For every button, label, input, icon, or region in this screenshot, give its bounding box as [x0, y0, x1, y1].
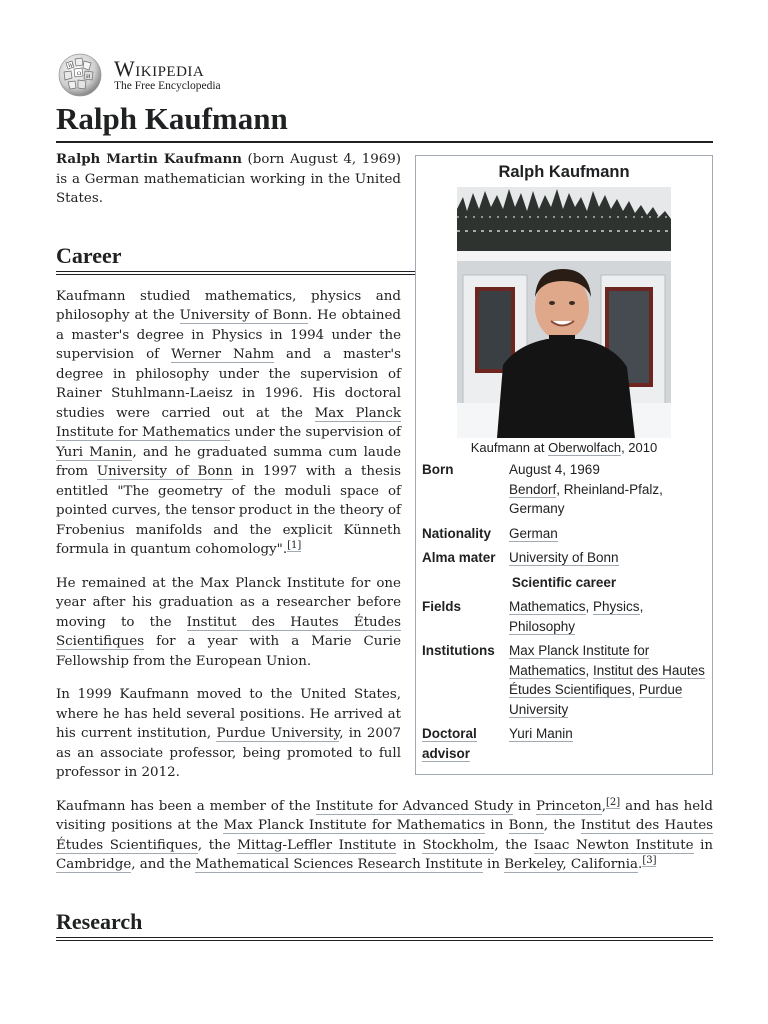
text: Kaufmann has been a member of the: [56, 798, 316, 814]
link-philosophy[interactable]: Philosophy: [509, 618, 576, 634]
photo-caption: [422, 440, 706, 455]
text: , the: [543, 818, 581, 834]
link-werner-nahm[interactable]: Werner Nahm: [171, 347, 275, 363]
text: and has held visiting positions at the: [56, 798, 713, 834]
link-institute-for-advanced-study[interactable]: Institute for Advanced Study: [315, 798, 514, 814]
text: , in 2007 as an associate professor, being promoted to full professor in 2012.: [56, 726, 401, 781]
section-heading-career: Career: [56, 243, 713, 275]
text: In 1999 Kaufmann moved to the United States, where he has held several positions. He arrived at his current institution,: [56, 687, 401, 742]
link-university-of-bonn[interactable]: University of Bonn: [179, 308, 308, 324]
alma-mater-label: Alma mater: [422, 550, 496, 566]
wikipedia-globe-icon: [56, 53, 104, 97]
link-university-of-bonn[interactable]: University of Bonn: [96, 464, 233, 480]
born-value: [509, 460, 706, 519]
nationality-value: [509, 524, 706, 544]
text: , and the: [131, 857, 196, 873]
link-bendorf[interactable]: Bendorf: [509, 481, 557, 497]
text: under the supervision of: [230, 425, 401, 441]
doctoral-advisor-value: [509, 724, 706, 763]
wordmark-subtitle: The Free Encyclopedia: [114, 79, 221, 92]
separator: ,: [639, 599, 644, 615]
separator: ,: [631, 682, 639, 698]
infobox-row-fields: [422, 597, 706, 636]
caption-year: , 2010: [621, 440, 658, 456]
alma-mater-value: [509, 548, 706, 568]
link-yuri-manin[interactable]: Yuri Manin: [56, 444, 133, 460]
born-date: August 4, 1969: [509, 462, 600, 478]
wikipedia-logo[interactable]: [56, 52, 713, 98]
career-paragraph-4: [56, 797, 713, 875]
link-physics[interactable]: Physics: [593, 599, 640, 615]
infobox-row-nationality: [422, 524, 706, 544]
link-berkeley-california[interactable]: Berkeley, California: [504, 857, 639, 873]
infobox-row-institutions: [422, 641, 706, 719]
text: in: [485, 818, 509, 834]
svg-text:W: W: [68, 63, 74, 69]
link-bonn[interactable]: Bonn: [508, 818, 544, 834]
portrait-photo: [457, 187, 671, 438]
link-ihes[interactable]: Institut des Hautes Études Scientifiques: [56, 614, 401, 650]
infobox-row-doctoral-advisor: [422, 724, 706, 763]
text: Kaufmann studied mathematics, physics and philosophy at the: [56, 288, 401, 324]
svg-text:И: И: [86, 74, 91, 80]
wordmark-title: Wikipedia: [114, 55, 205, 81]
text: ,: [601, 798, 607, 814]
text: and a master's degree in philosophy under the supervision of Rainer Stuhlmann-Laeisz in 1996. His doctoral studies were carried out at the: [56, 347, 401, 421]
separator: ,: [585, 599, 594, 615]
link-max-planck-institute[interactable]: Max Planck Institute for Mathematics: [56, 405, 401, 441]
link-yuri-manin[interactable]: Yuri Manin: [509, 726, 573, 742]
link-cambridge[interactable]: Cambridge: [56, 857, 132, 873]
institutions-label: Institutions: [422, 643, 495, 659]
reference-3[interactable]: [3]: [642, 855, 657, 867]
section-heading-research: Research: [56, 909, 713, 941]
intro-text: (born August 4, 1969) is a German mathematician working in the United States.: [56, 152, 402, 207]
link-german[interactable]: German: [509, 525, 558, 541]
fields-label: Fields: [422, 599, 462, 615]
infobox-row-alma-mater: [422, 548, 706, 568]
reference-2[interactable]: [2]: [606, 796, 621, 808]
separator: ,: [585, 662, 594, 678]
link-isaac-newton-institute[interactable]: Isaac Newton Institute: [533, 837, 694, 853]
link-stockholm[interactable]: Stockholm: [422, 837, 495, 853]
link-ihes[interactable]: Institut des Hautes Études Scientifiques: [56, 818, 714, 853]
fields-value: [509, 597, 706, 636]
link-purdue-university[interactable]: Purdue University: [509, 682, 683, 717]
link-max-planck-institute[interactable]: Max Planck Institute for Mathematics: [223, 818, 486, 834]
text: for a year with a Marie Curie Fellowship from the European Union.: [56, 634, 401, 669]
subject-name: Ralph Martin Kaufmann: [56, 151, 242, 168]
reference-1[interactable]: [1]: [287, 540, 302, 552]
caption-link-oberwolfach[interactable]: Oberwolfach: [548, 440, 622, 456]
born-place-rest: , Rheinland-Pfalz, Germany: [509, 481, 663, 517]
text: in: [693, 837, 714, 853]
link-university-of-bonn[interactable]: University of Bonn: [509, 550, 619, 566]
infobox-row-born: [422, 460, 706, 519]
caption-text: Kaufmann at: [470, 440, 549, 456]
text: , the: [197, 837, 238, 853]
link-max-planck-institute[interactable]: Max Planck Institute for Mathematics: [509, 643, 650, 678]
institutions-value: [509, 641, 706, 719]
text: He remained at the Max Planck Institute for one year after his graduation as a researcher before moving to the: [56, 575, 401, 630]
text: in: [513, 798, 536, 814]
page-title: Ralph Kaufmann: [56, 102, 713, 143]
doctoral-advisor-label[interactable]: [422, 724, 509, 763]
infobox: [415, 155, 713, 775]
text: in 1997 with a thesis entitled "The geometry of the moduli space of pointed curves, the tensor product in the theory of Frobenius manifolds and the explicit Künneth formula in quantum cohomology".: [56, 464, 401, 558]
wordmark: [114, 55, 221, 93]
link-princeton[interactable]: Princeton: [535, 798, 602, 814]
scientific-career-header: Scientific career: [511, 574, 617, 590]
text: .: [638, 857, 643, 873]
link-msri[interactable]: Mathematical Sciences Research Institute: [195, 857, 483, 873]
text: . He obtained a master's degree in Physics in 1994 under the supervision of: [56, 308, 401, 363]
text: in: [482, 857, 505, 873]
article: [56, 52, 713, 953]
text: , the: [494, 837, 534, 853]
link-doctoral-advisor[interactable]: Doctoral advisor: [422, 726, 477, 761]
link-purdue-university[interactable]: Purdue University: [216, 726, 340, 742]
nationality-label: Nationality: [422, 525, 492, 541]
text: , and he graduated summa cum laude from: [56, 444, 401, 480]
link-mittag-leffler-institute[interactable]: Mittag-Leffler Institute: [237, 837, 397, 853]
svg-text:Ω: Ω: [77, 71, 82, 77]
infobox-title: Ralph Kaufmann: [498, 163, 630, 182]
born-label: Born: [422, 462, 454, 478]
link-mathematics[interactable]: Mathematics: [509, 599, 586, 615]
text: in: [396, 837, 423, 853]
link-ihes[interactable]: Institut des Hautes Études Scientifiques: [509, 662, 705, 698]
